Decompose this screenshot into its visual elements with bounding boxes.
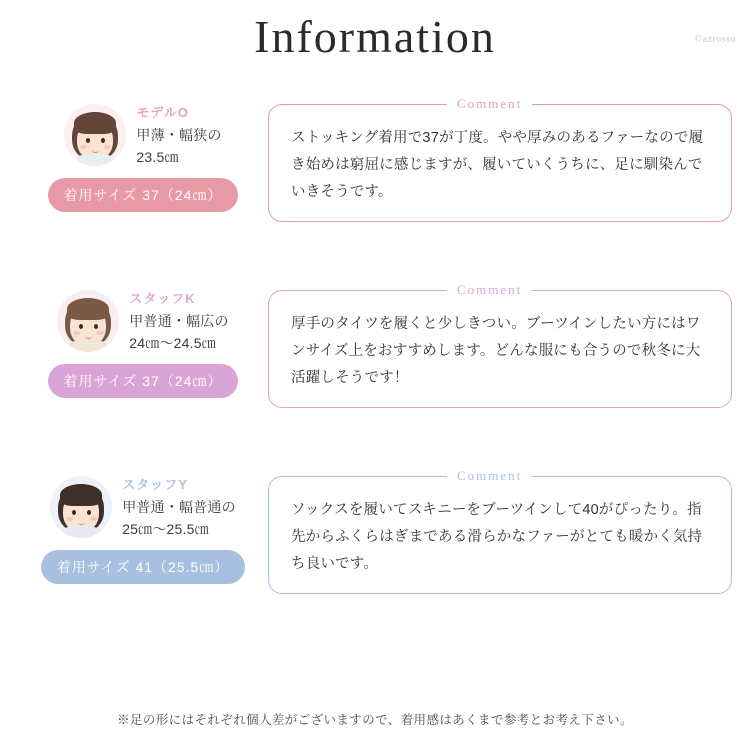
page-header — [0, 0, 750, 92]
comment-label: Comment — [447, 96, 532, 112]
comment-label: Comment — [447, 282, 532, 298]
comment-bubble — [268, 282, 732, 408]
reviewer-profile — [18, 278, 268, 398]
avatar — [64, 104, 126, 166]
list-item — [18, 278, 732, 464]
status-badge: 着用サイズ 41（25.5㎝） — [41, 550, 246, 584]
reviewer-name: スタッフY — [122, 477, 188, 492]
foot-type: 甲普通・幅普通の — [122, 499, 236, 515]
review-list — [0, 92, 750, 650]
brand-watermark: ©azrosso — [694, 34, 736, 45]
page-title: Information — [254, 11, 496, 62]
comment-bubble — [268, 468, 732, 594]
comment-container — [268, 464, 732, 594]
comment-text: ストッキング着用で37が丁度。やや厚みのあるファーなので履き始めは窮屈に感じますが、履いていくうちに、足に馴染んでいきそうです。 — [291, 130, 704, 200]
comment-text: ソックスを履いてスキニーをブーツインして40がぴったり。指先からふくらはぎまである滑らかなファーがとても暖かく気持ち良いです。 — [291, 502, 703, 572]
avatar — [57, 290, 119, 352]
comment-container — [268, 278, 732, 408]
foot-size: 25㎝～25.5㎝ — [122, 520, 209, 537]
footer-note: ※足の形にはそれぞれ個人差がございますので、着用感はあくまで参考とお考え下さい。 — [117, 713, 633, 727]
list-item — [18, 464, 732, 650]
avatar — [50, 476, 112, 538]
reviewer-profile — [18, 464, 268, 584]
foot-size: 24㎝～24.5㎝ — [129, 334, 216, 351]
foot-type: 甲薄・幅狭の — [136, 127, 222, 143]
comment-label: Comment — [447, 468, 532, 484]
status-badge: 着用サイズ 37（24㎝） — [48, 364, 239, 398]
reviewer-profile — [18, 92, 268, 212]
comment-container — [268, 92, 732, 222]
foot-type: 甲普通・幅広の — [129, 313, 229, 329]
comment-text: 厚手のタイツを履くと少しきつい。ブーツインしたい方にはワンサイズ上をおすすめします。どんな服にも合うので秋冬に大活躍しそうです！ — [291, 316, 701, 386]
list-item — [18, 92, 732, 278]
foot-size: 23.5㎝ — [136, 148, 179, 165]
reviewer-name: モデルO — [136, 105, 189, 120]
status-badge: 着用サイズ 37（24㎝） — [48, 178, 239, 212]
reviewer-name: スタッフK — [129, 291, 196, 306]
comment-bubble — [268, 96, 732, 222]
